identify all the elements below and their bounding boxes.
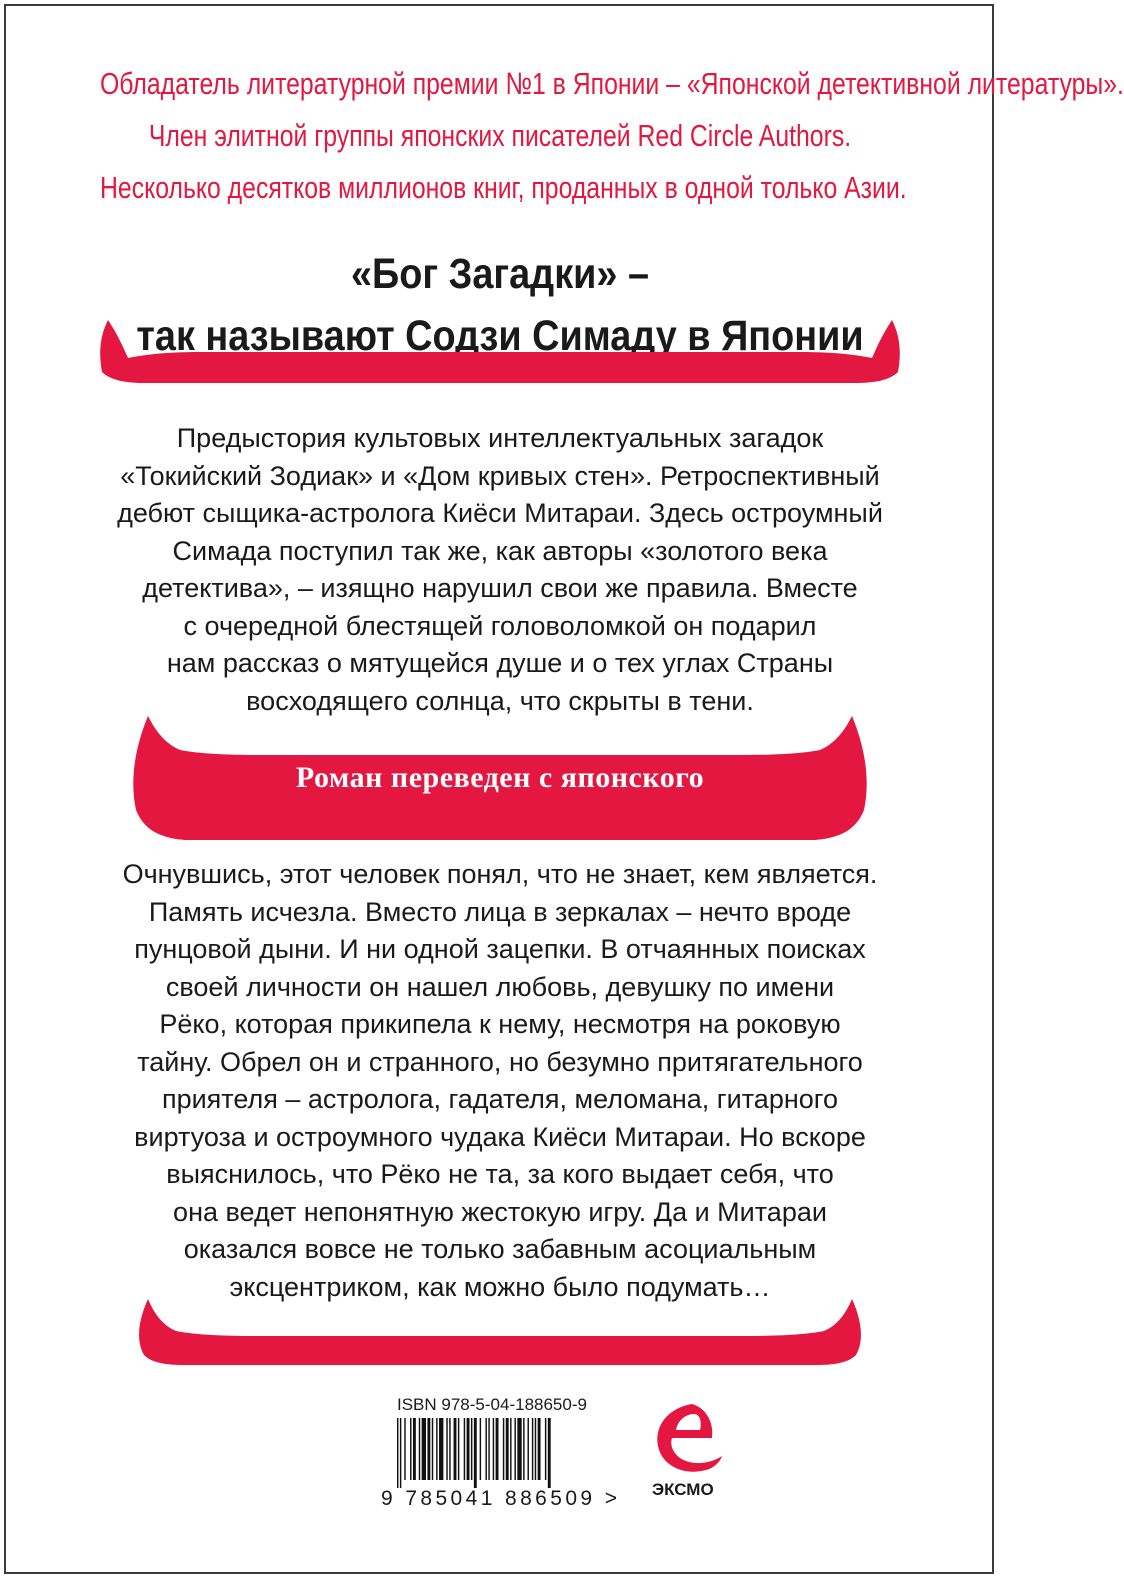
barcode-bar	[427, 1418, 430, 1480]
barcode-bar	[496, 1418, 499, 1480]
barcode-bar	[485, 1418, 486, 1480]
barcode-bar	[532, 1418, 533, 1480]
intro-line: дебют сыщика-астролога Киёси Митараи. Здесь остроумный	[117, 498, 883, 528]
barcode-bar	[397, 1418, 398, 1488]
synopsis-line: эксцентриком, как можно было подумать…	[229, 1271, 771, 1302]
synopsis-line: выяснилось, что Рёко не та, за кого выдает себя, что	[166, 1159, 834, 1189]
barcode-bar	[413, 1418, 416, 1480]
barcode-bar	[538, 1418, 541, 1480]
barcode-bar	[514, 1418, 515, 1480]
intro-line: нам рассказ о мятущейся душе и о тех углах Страны	[166, 648, 834, 678]
isbn-label: ISBN 978-5-04-188650-9	[397, 1395, 587, 1414]
barcode-bar	[458, 1418, 459, 1480]
barcode-bar	[404, 1418, 405, 1480]
award-line: Обладатель литературной премии №1 в Японии – «Японской детективной литературы».	[100, 66, 1124, 101]
intro-line: Симада поступил так же, как авторы «золотого века	[172, 535, 828, 566]
barcode-bar	[503, 1418, 504, 1480]
intro-line: «Токийский Зодиак» и «Дом кривых стен». Ретроспективный	[120, 460, 880, 491]
barcode-bar	[528, 1418, 529, 1480]
barcode-bar	[510, 1418, 511, 1480]
ean-digits: 9 785041 886509 >	[381, 1487, 621, 1510]
synopsis-line: она ведет непонятную жестокую игру. Да и Митараи	[173, 1196, 827, 1227]
intro-line: с очередной блестящей головоломкой он подарил	[183, 610, 817, 641]
slogan-bracket-ornament	[0, 310, 1000, 390]
intro-paragraph	[0, 420, 1000, 720]
barcode-bar	[446, 1418, 447, 1480]
synopsis-line: тайну. Обрел он и странного, но безумно притягательного	[137, 1046, 863, 1077]
synopsis-paragraph	[0, 856, 1000, 1306]
slogan-line: так называют Содзи Симаду в Японии	[136, 312, 864, 360]
barcode-bar	[493, 1418, 494, 1480]
barcode-bar	[410, 1418, 411, 1480]
award-line: Несколько десятков миллионов книг, проданных в одной только Азии.	[100, 170, 907, 205]
publisher-name: ЭКСМО	[652, 1480, 714, 1499]
synopsis-line: Очнувшись, этот человек понял, что не знает, кем является.	[122, 859, 878, 889]
barcode-bar	[419, 1418, 420, 1480]
eksmo-e-icon	[640, 1400, 730, 1480]
barcode-bar	[436, 1418, 437, 1480]
bottom-bracket-ornament	[0, 1295, 1000, 1370]
synopsis-line: Рёко, которая прикипела к нему, несмотря на роковую	[159, 1009, 841, 1039]
synopsis-line: оказался вовсе не только забавным асоциальным	[183, 1234, 817, 1264]
award-line: Член элитной группы японских писателей Red Circle Authors.	[148, 118, 852, 153]
award-block	[100, 58, 1124, 214]
barcode-bar	[506, 1418, 509, 1480]
barcode-bar	[488, 1418, 489, 1480]
barcode-bar	[454, 1418, 457, 1480]
barcode-bar	[474, 1418, 477, 1488]
barcode-bar	[545, 1418, 546, 1480]
synopsis-line: Память исчезла. Вместо лица в зеркалах – нечто вроде	[148, 896, 852, 927]
intro-line: восходящего солнца, что скрыты в тени.	[246, 685, 754, 716]
barcode-bar	[480, 1418, 481, 1480]
barcode-bar	[517, 1418, 521, 1480]
synopsis-line: виртуоза и остроумного чудака Киёси Митараи. Но вскоре	[134, 1121, 866, 1152]
barcode-bar	[535, 1418, 536, 1480]
slogan-line: «Бог Загадки» –	[350, 250, 650, 298]
barcode-bar	[422, 1418, 426, 1480]
barcode-bar	[548, 1418, 551, 1488]
barcode-bar	[449, 1418, 450, 1480]
barcode-bar	[439, 1418, 443, 1480]
barcode-bar	[432, 1418, 433, 1480]
synopsis-line: пунцовой дыни. И ни одной зацепки. В отчаянных поисках	[134, 934, 866, 964]
barcode-bar	[464, 1418, 465, 1480]
barcode-bar	[467, 1418, 470, 1480]
intro-line: Предыстория культовых интеллектуальных загадок	[176, 423, 824, 453]
translated-label: Роман переведен с японского	[295, 761, 705, 794]
barcode-icon	[395, 1418, 610, 1488]
barcode-bar	[400, 1418, 401, 1488]
barcode-bar	[523, 1418, 524, 1480]
barcode-bar	[471, 1418, 472, 1480]
synopsis-line: приятеля – астролога, гадателя, меломана, гитарного	[161, 1084, 839, 1114]
synopsis-line: своей личности он нашел любовь, девушку по имени	[165, 971, 835, 1002]
intro-line: детектива», – изящно нарушил свои же правила. Вместе	[142, 573, 858, 603]
